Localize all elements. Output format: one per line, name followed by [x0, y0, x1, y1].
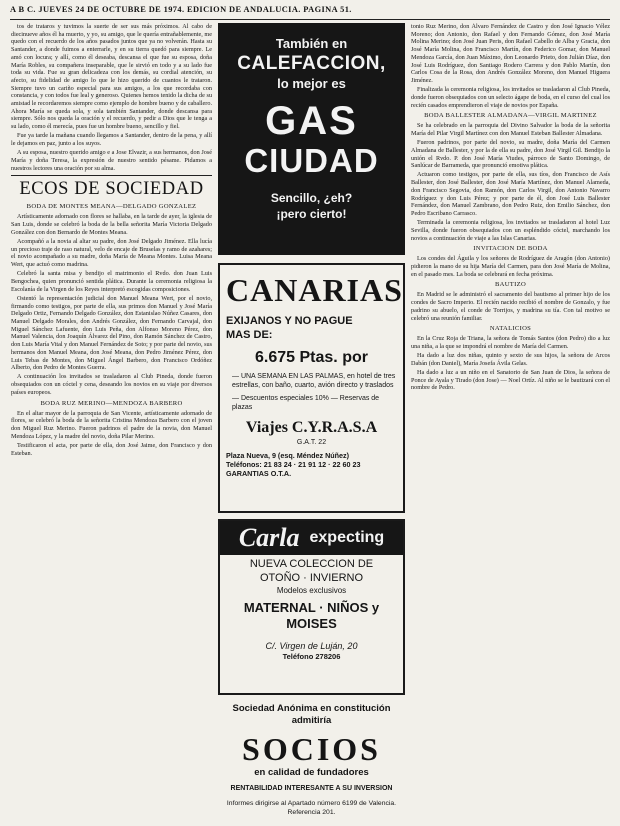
article-body [11, 410, 212, 458]
paragraph: En el altar mayor de la parroquia de San Vicente, artísticamente adornado de flores, se celebró la boda de la señorita Cristina Mendoza Barbero con el joven don Miguel Ruz Merino. Fueron padrinos el padre de la novia, don Manuel Mendoza López, y la madre del novio, doña Pilar Merino. [11, 409, 212, 440]
paragraph: Artísticamente adornado con flores se hallaba, en la tarde de ayer, la iglesia de San Luis, donde se celebró la boda de la bella señorita María Victoria Delgado González con don Bernardo de Montes Meana. [11, 213, 212, 236]
ad-phone: Teléfono 278206 [282, 652, 341, 661]
ad-line: OTOÑO · INVIERNO [259, 572, 364, 584]
ad-line: CALEFACCION, [237, 53, 386, 74]
paragraph: En Madrid se le administró el sacramento del bautismo al primer hijo de los condes de Sacro Imperio. El recién nacido recibió el nombre de Gonzalo, y fue padrino su abuelo, el conde de Torrijos, y madrina su tía. Con tal motivo se celebró una reunión familiar. [411, 291, 610, 322]
ad-agency: Viajes C.Y.R.A.S.A [245, 419, 378, 436]
section-title: ECOS DE SOCIEDAD [11, 175, 212, 200]
column-right [411, 23, 610, 821]
paragraph: Terminada la ceremonia religiosa, los invitados se trasladaron al hotel Luz Sevilla, donde fueron obsequiados con un espléndido cóctel, marchando los novios a continuación de viaje a las Islas Canarias. [411, 219, 610, 242]
paragraph: Acompañó a la novia al altar su padre, don José Delgado Jiménez. Ella lucía un precioso traje de raso natural, velo de encaje de Bruselas y ramo de azahares; el novio acompañado a su madre, doña María de Meana Montes. Luisa Meana Wert, que actuó como madrina. [11, 237, 212, 269]
ad-address: Plaza Nueva, 9 (esq. Méndez Núñez) [226, 451, 350, 460]
article-body [411, 23, 610, 109]
paragraph: Fueron padrinos, por parte del novio, su madre, doña María del Carmen Almadana de Ballester, y por la de ella su padre, don José Virgil Gil. Bendijo la unión el Rvdo. P. don José María Viudes, párroco de Santo Domingo, de Sanlúcar de Barrameda, que pronunció emotiva plática. [411, 139, 610, 170]
ad-price: 6.675 Ptas. por [255, 349, 368, 366]
ad-slogan: Sencillo, ¿eh? [270, 191, 353, 205]
paragraph: Se ha celebrado en la parroquia del Divino Salvador la boda de la señorita María del Pilar Virgil Martínez con don Manuel Esteban Ballester Almadana. [411, 122, 610, 137]
ad-headline: CANARIAS [226, 272, 403, 308]
ad-line: G.A.T. 22 [296, 439, 327, 446]
article-title: NATALICIOS [489, 325, 532, 333]
ad-line: GARANTIAS O.T.A. [226, 469, 292, 478]
paragraph: Celebró la santa misa y bendijo el matrimonio el Rvdo. don Juan Luis Bengochea, quien pronunció sentida plática. Durante la ceremonia religiosa la Escolanía de la Virgen de los Reyes interpretó escogidas composiciones. [11, 270, 212, 293]
ad-line: en calidad de fundadores [254, 767, 369, 778]
paragraph: Ha dado a luz a un niño en el Sanatorio de San Juan de Dios, la señora de Ponce de Ayala y Tirado (don Jose) — Noel Ortíz. Al niño se le bautizará con el nombre de Pedro. [411, 369, 610, 392]
paragraph: Actuaron como testigos, por parte de ella, sus tíos, don Francisco de Asís Ballester, don José Ballester, don José María Martínez, don Manuel Alameda, don Francisco Segovia, don Ramón, don Carlos Virgil, don Antonio Navarro Rodríguez y don Luis Pérez; y por parte de él, don José Luis Ballester Fernández, don Manuel Zambrano, don Pedro Ruiz, don Emilio Sánchez, don Pedro Escribano Carrasco. [411, 171, 610, 217]
obituary-text [11, 23, 212, 172]
article-body [11, 213, 212, 396]
article-body [411, 291, 610, 322]
ad-gas-ciudad [218, 23, 405, 255]
header-rule [10, 19, 610, 20]
ad-headline: GAS [265, 99, 358, 143]
paragraph: A continuación los invitados se trasladaron al Club Pineda, donde fueron obsequiados con un cóctel y cena, deseando los novios en su viaje por diversos países europeos. [11, 373, 212, 396]
ad-brand [220, 521, 403, 555]
ad-item: — Descuentos especiales 10% — Reservas de plazas [232, 395, 380, 411]
column-ads [218, 23, 405, 821]
paragraph: En la Cruz Roja de Triana, la señora de Tomás Santos (don Pedro) dio a luz una niña, a la que se impondrá el nombre de María del Carmen. [411, 335, 610, 350]
ad-headline: SOCIOS [242, 731, 381, 767]
ad-line: EXIJANOS Y NO PAGUE [226, 315, 353, 327]
ad-line: MOISES [286, 616, 337, 631]
paragraph: Fue ya tarde la mañana cuando llegamos a Santander, dentro de la pena, y allí le dejamos en paz, junto a los suyos. [11, 132, 212, 148]
ad-item: — UNA SEMANA EN LAS PALMAS, en hotel de tres estrellas, con baño, cuarto, avión directo y traslados [232, 373, 396, 389]
paragraph: Testificaron el acta, por parte de ella, don José Jaime, don Francisco y don Esteban. [11, 441, 212, 457]
ad-line: También en [275, 36, 348, 51]
article-body [411, 335, 610, 392]
ad-address: C/. Virgen de Luján, 20 [265, 641, 358, 651]
brand-name: expecting [309, 529, 385, 546]
ad-line: NUEVA COLECCION DE [249, 558, 374, 570]
ad-line: MAS DE: [226, 329, 273, 341]
ad-line: Modelos exclusivos [276, 586, 347, 595]
article-title: BODA BALLESTER ALMADANA—VIRGIL MARTINEZ [424, 112, 597, 120]
ad-socios [218, 703, 405, 817]
ad-line: Informes dirigirse al Apartado número 6199 de Valencia. Referencia 201. [226, 800, 397, 816]
column-left [11, 23, 212, 821]
ad-canarias [218, 263, 405, 513]
page-header: A B C. JUEVES 24 DE OCTUBRE DE 1974. EDICION DE ANDALUCIA. PAGINA 51. [10, 5, 352, 14]
paragraph: A su esposa, nuestro querido amigo e a Jose Elvazir, a sus hermanos, don José María y doña Teresa, la expresión de nuestro sentido pésame. Pidamos a nuestros lectores una oración por su alma. [11, 149, 212, 172]
paragraph: Finalizada la ceremonia religiosa, los invitados se trasladaron al Club Pineda, donde fueron obsequiados con un selecto ágape de boda, en el curso del cual los recién casados emprendieron el viaje de novios por España. [411, 86, 610, 109]
article-title: BAUTIZO [494, 281, 527, 289]
article-title: BODA DE MONTES MEANA—DELGADO GONZALEZ [26, 203, 197, 211]
article-body [411, 122, 610, 242]
ad-phone: Teléfonos: 21 83 24 · 21 91 12 · 22 60 23 [226, 460, 361, 469]
paragraph: tonio Ruz Merino, don Álvaro Fernández de Castro y don José Ignacio Vélez Moreno; don Antonio, don Rafael y don Fernando Gómez, don José María Molina Merino; don José Juan Peris, don Rafael Cabello de Alba y Gracia, don José María Molina, don Francisco Martín, don Federico Gomar, don Manuel Mendoza García, don Juan Máximo, don Leonardo Prieto, don Julián Díaz, don José Luis Rodríguez, don Santiago Rodero Carrera y don Pablo Martín, don Carlos Cosa de la Rosa, don Andrés González Moreno, don Manuel Higuera Jiménez. [411, 23, 610, 84]
paragraph: tos de trataros y tuvimos la suerte de ser sus más próximos. Al cabo de diecinueve años él ha muerto, y yo, su amigo, que le quería entrañablemente, me quedo con el recuerdo de los años pasados juntos que ya no volverán. Hasta su Santander, a donde fuimos a enterrarle, y en su tierra quedó para siempre. Le amó con locura; y allí, como él deseaba, descansa el que fue su esposa, doña María Robles, su compañera inseparable, que le sirvió en todo y a su lado fue toda su vida. Fue su gran delicadeza con los demás, su cordial atención, su afecto, su fidelidad de amigo lo que le hizo querido de cuantos le trataron. Siempre tuvo un cariño especial para sus amigos, a los que recordaba con constancia, y con todos fue leal y generoso. Quienes hemos tenido la dicha de su amistad le recordaremos siempre como ejemplo de hombre bueno y de caballero. Ahora María se queda sola, y sola también Santander, donde descansa para siempre. Sólo nos queda la oración y el recuerdo, y pedir a Dios que le tenga a su lado, como él merecía, pues fue un hombre bueno, sencillo y fiel. [11, 23, 212, 131]
paragraph: Ostentó la representación judicial don Manuel Meana Wert, por el novio, firmando como testigos, por parte de ella, sus primos don Manuel y José María Delgado Ortiz, Fernando Delgado González, don Estanislao Núñez Casares, don Manuel Delgado Morales, don Andrés González, don Fernando Carvajal, don Miguel Sánchez Lafuente, don Luis Peña, don Alfonso Moreno Pérez, don Manuel Valencia, don Joaquín Álvarez del Pino, don Ramón Sánchez de Castro, don Luis María Vital y don Manuel Fernández de Soto; y por parte del novio, sus hermanos don Manuel Meana, don José Meana, don Pedro Jiménez Pérez, don Luis Tebas de Montes, don Miguel Ángel Barbero, don Francisco Ordóñez Alberto, don Pedro de Montes Guerra. [11, 294, 212, 372]
article-title: BODA RUZ MERINO—MENDOZA BARBERO [40, 399, 183, 407]
ad-slogan: ¡pero cierto! [276, 207, 347, 221]
ad-line: MATERNAL · NIÑOS y [243, 600, 380, 615]
ad-headline: CIUDAD [244, 142, 379, 179]
brand-logo: Carla [238, 523, 300, 552]
ad-line: RENTABILIDAD INTERESANTE A SU INVERSION [230, 785, 393, 792]
ad-carla-expecting [218, 519, 405, 695]
ad-line: lo mejor es [277, 76, 346, 91]
article-body [411, 255, 610, 278]
ad-line: Sociedad Anónima en constitución admitiría [232, 703, 391, 726]
paragraph: Los condes del Águila y los señores de Rodríguez de Aragón (don Antonio) pidieron la mano de su hija María del Carmen, para don José María de Molina, en el pasado mes. La boda se celebrará en fecha próxima. [411, 255, 610, 278]
article-title: INVITACION DE BODA [473, 245, 548, 253]
paragraph: Ha dado a luz dos niñas, quinto y sexto de sus hijos, la señora de Arcos Dabán (don Daniel), María Josefa Ávila Gelas. [411, 352, 610, 367]
